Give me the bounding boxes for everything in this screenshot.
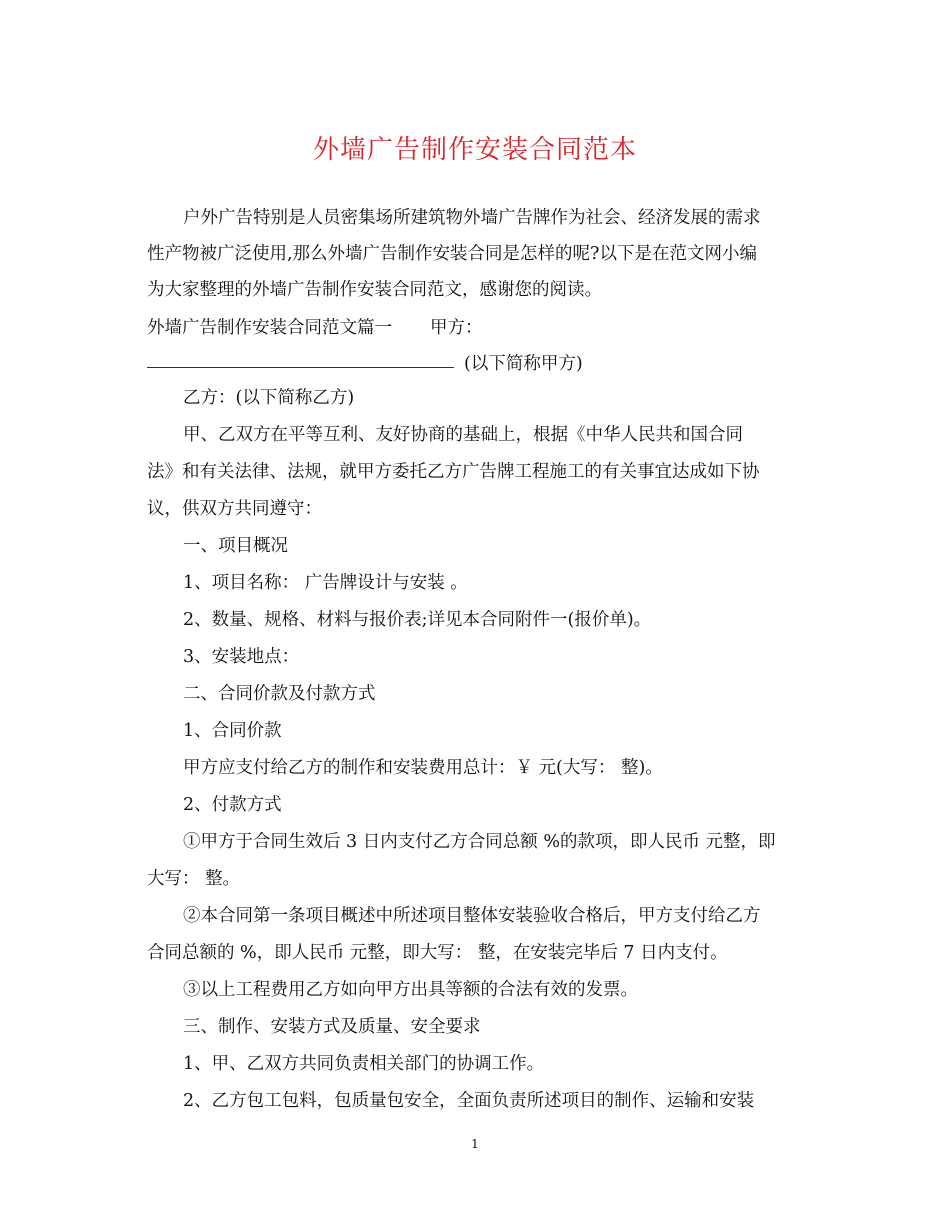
section-heading-row <box>147 308 807 344</box>
party-b-line: 乙方：(以下简称乙方) <box>183 388 355 408</box>
section-2-heading: 二、合同价款及付款方式 <box>183 684 376 704</box>
party-a-suffix: (以下简称甲方) <box>464 353 583 374</box>
item-2-1-text: 甲方应支付给乙方的制作和安装费用总计：￥ 元(大写： 整)。 <box>183 758 663 778</box>
party-a-row <box>147 344 807 380</box>
payment-3-line: ③以上工程费用乙方如向甲方出具等额的合法有效的发票。 <box>183 980 638 1000</box>
section-3-heading: 三、制作、安装方式及质量、安全要求 <box>183 1017 481 1037</box>
item-1-3: 3、安装地点： <box>183 647 300 667</box>
item-1-2: 2、数量、规格、材料与报价表;详见本合同附件一(报价单)。 <box>183 610 652 630</box>
item-1-1: 1、项目名称： 广告牌设计与安装 。 <box>183 573 468 593</box>
section-heading: 外墙广告制作安装合同范文篇一 <box>147 317 392 338</box>
section-1-heading: 一、项目概况 <box>183 536 288 556</box>
intro-line-1: 户外广告特别是人员密集场所建筑物外墙广告牌作为社会、经济发展的需求 <box>183 208 761 228</box>
document-title: 外墙广告制作安装合同范本 <box>312 135 637 165</box>
item-3-1: 1、甲、乙双方共同负责相关部门的协调工作。 <box>183 1054 545 1074</box>
intro-line-3: 为大家整理的外墙广告制作安装合同范文，感谢您的阅读。 <box>147 280 602 300</box>
party-a-label: 甲方： <box>430 317 483 338</box>
payment-1-line-2: 大写： 整。 <box>147 869 241 889</box>
agreement-line-2: 法》和有关法律、法规，就甲方委托乙方广告牌工程施工的有关事宜达成如下协 <box>147 462 760 482</box>
agreement-line-1: 甲、乙双方在平等互利、友好协商的基础上，根据《中华人民共和国合同 <box>183 425 743 445</box>
payment-2-line-1: ②本合同第一条项目概述中所述项目整体安装验收合格后，甲方支付给乙方 <box>183 906 761 926</box>
payment-2-line-2: 合同总额的 %，即人民币 元整，即大写： 整，在安装完毕后 7 日内支付。 <box>147 943 728 963</box>
intro-line-2: 性产物被广泛使用,那么外墙广告制作安装合同是怎样的呢?以下是在范文网小编 <box>147 244 757 264</box>
party-a-blank <box>147 349 454 368</box>
agreement-line-3: 议，供双方共同遵守： <box>147 499 322 519</box>
document-body <box>147 200 807 1120</box>
item-3-2: 2、乙方包工包料，包质量包安全，全面负责所述项目的制作、运输和安装 <box>183 1091 755 1111</box>
item-2-1: 1、合同价款 <box>183 721 282 741</box>
page-number: 1 <box>471 1137 479 1151</box>
payment-1-line-1: ①甲方于合同生效后 3 日内支付乙方合同总额 %的款项，即人民币 元整，即 <box>183 832 776 852</box>
item-2-2: 2、付款方式 <box>183 795 282 815</box>
